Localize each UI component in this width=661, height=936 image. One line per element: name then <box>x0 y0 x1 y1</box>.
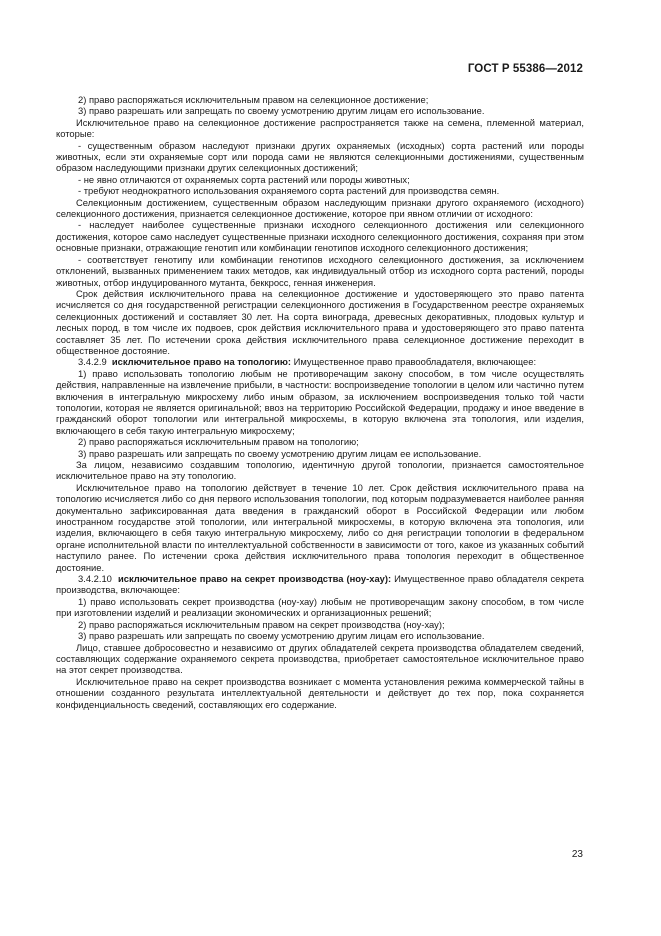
list-item: 2) право распоряжаться исключительным правом на топологию; <box>78 436 359 448</box>
section-title: исключительное право на секрет производства (ноу-хау): <box>117 573 392 585</box>
standard-code: ГОСТ Р 55386—2012 <box>467 63 583 75</box>
list-item: 3) право разрешать или запрещать по своему усмотрению другим лицам ее использование. <box>78 447 482 459</box>
list-item: 1) право использовать секрет производства (ноу-хау) любым не противоречащим закону способом, в том числе при изготовлении изделий и реализации экономических и организационных решений; <box>56 595 584 619</box>
section-text: Имущественное право правообладателя, включающее: <box>290 356 537 368</box>
section-number: 3.4.2.9 <box>78 356 107 368</box>
section-3-4-2-9 <box>56 356 584 367</box>
paragraph: Лицо, ставшее добросовестно и независимо от других обладателей секрета производства обладателем сведений, составляющих содержание охраняемого секрета производства, приобретает самостоятельное исключительное право на этот секрет производства. <box>56 641 584 676</box>
list-item: 3) право разрешать или запрещать по своему усмотрению другим лицам его использование. <box>78 630 485 642</box>
list-item: 2) право распоряжаться исключительным правом на секрет производства (ноу-хау); <box>78 618 445 630</box>
paragraph: Исключительное право на секрет производства возникает с момента установления режима коммерческой тайны в отношении созданного результата интеллектуальной деятельности и действует до тех пор, пока сохраняется конфиденциальность сведений, составляющих его содержание. <box>56 675 584 710</box>
list-item: - требуют неоднократного использования охраняемого сорта растений для производства семян. <box>78 185 500 197</box>
list-item: 1) право использовать топологию любым не противоречащим закону способом, в том числе осуществлять действия, направленные на извлечение прибыли, в частности: воспроизведение топологии в целом или частично путем включения в интегральную микросхему либо иным образом, за исключением воспроизведения только той части топологии, которая не является оригинальной; ввоз на территорию Российской Федерации, продажу и иное введение в гражданский оборот топологии или интегральной микросхемы, в которую включена эта топология, или изделия, включающего в себя такую интегральную микросхему; <box>56 367 584 436</box>
list-item: - соответствует генотипу или комбинации генотипов исходного селекционного достижения, за исключением отклонений, вызванных применением таких методов, как индивидуальный отбор из исходного сорта растений, породы животных, отбор индуцированного мутанта, беккросс, генная инженерия. <box>56 253 584 288</box>
list-item: - наследует наиболее существенные признаки исходного селекционного достижения или селекционного достижения, которое само наследует существенные признаки исходного селекционного достижения, сохраняя при этом основные признаки, отражающие генотип или комбинации генотипов исходного селекционного достижения; <box>56 219 584 254</box>
paragraph: Исключительное право на селекционное достижение распространяется также на семена, племенной материал, которые: <box>56 116 584 140</box>
paragraph: За лицом, независимо создавшим топологию, идентичную другой топологии, признается самостоятельное исключительное право на эту топологию. <box>56 459 584 482</box>
paragraph: 3) право разрешать или запрещать по своему усмотрению другим лицам его использование. <box>78 105 485 117</box>
body-text <box>56 94 584 710</box>
paragraph: 2) право распоряжаться исключительным правом на селекционное достижение; <box>78 94 429 105</box>
section-number: 3.4.2.10 <box>78 573 112 585</box>
list-item: - существенным образом наследуют признаки других охраняемых (исходных) сорта растений или породы животных, если эти охраняемые сорт или порода сами не являются селекционными достижениями, существенным образом наследующими признаки других селекционных достижений; <box>56 139 584 174</box>
section-title: исключительное право на топологию: <box>111 356 291 368</box>
list-item: - не явно отличаются от охраняемых сорта растений или породы животных; <box>78 173 410 185</box>
paragraph: Срок действия исключительного права на селекционное достижение и удостоверяющего это право патента исчисляется со дня государственной регистрации селекционного достижения в Государственном реестре охраняемых селекционных достижений и составляет 30 лет. На сорта винограда, древесных декоративных, плодовых культур и лесных пород, в том числе их подвоев, срок действия исключительного права и удостоверяющего это право патента составляет 35 лет. По истечении срока действия исключительного права селекционное достижение переходит в общественное достояние. <box>56 287 584 356</box>
section-3-4-2-10 <box>56 573 584 596</box>
paragraph: Исключительное право на топологию действует в течение 10 лет. Срок действия исключительного права на топологию исчисляется либо со дня первого использования топологии, под которым подразумевается наиболее ранняя документально зафиксированная дата введения в гражданский оборот в Российской Федерации или любом иностранном государстве этой топологии, или интегральной микросхемы, в которую включена эта топология, или изделия, включающего в себя такую интегральную микросхему, либо со дня регистрации топологии в федеральном органе исполнительной власти по интеллектуальной собственности в зависимости от того, какое из указанных событий наступило ранее. По истечении срока действия исключительного права топология переходит в общественное достояние. <box>56 481 584 573</box>
page-number: 23 <box>571 849 583 860</box>
section-text: Имущественное право обладателя секрета производства, включающее: <box>56 573 584 596</box>
paragraph: Селекционным достижением, существенным образом наследующим признаки другого охраняемого (исходного) селекционного достижения, признается селекционное достижение, которое при явном отличии от исходного: <box>56 196 584 220</box>
